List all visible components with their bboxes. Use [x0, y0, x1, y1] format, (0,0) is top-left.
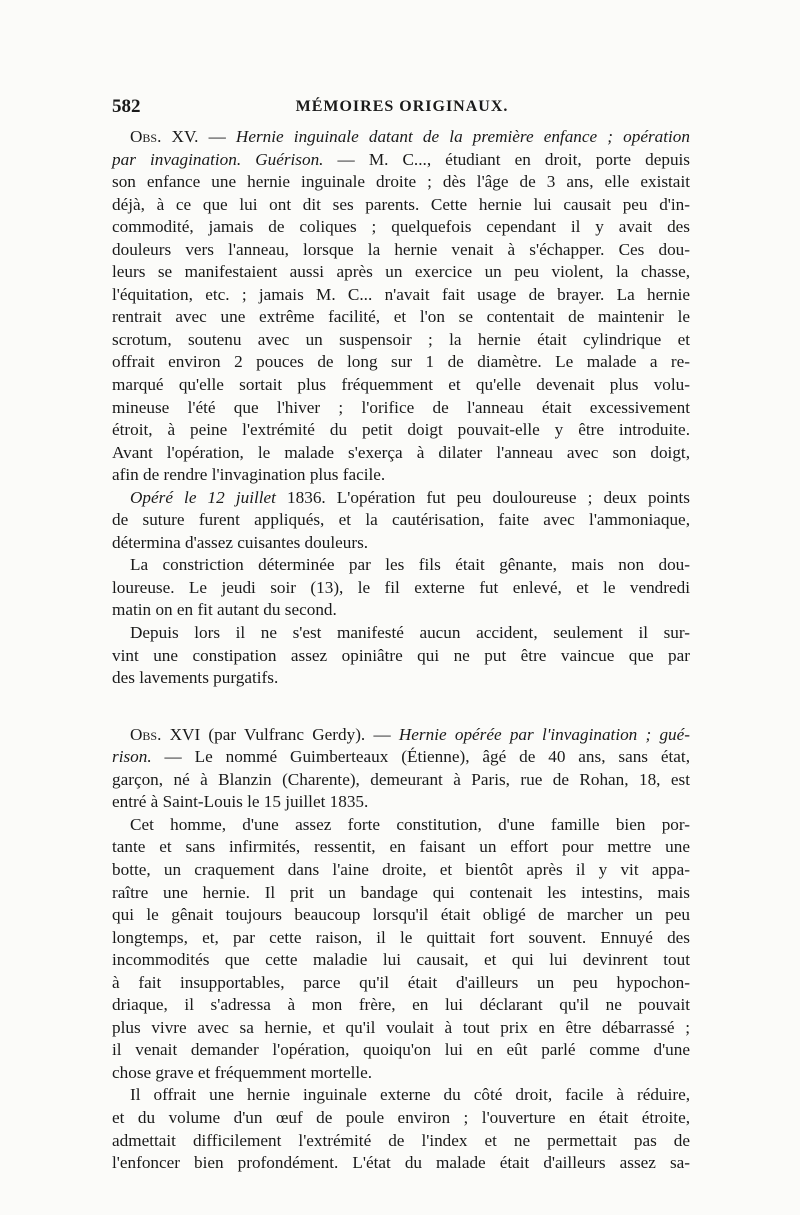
obs16-title: Hernie opérée par l'invagination ; gué-: [398, 724, 690, 744]
text-line: driaque, il s'adressa à mon frère, en lui déclarant qu'il ne pouvait: [112, 995, 690, 1015]
text-line: afin de rendre l'invagination plus facile.: [112, 465, 386, 485]
text-line: raître une hernie. Il prit un bandage qui contenait les intestins, mais: [112, 882, 690, 902]
text-line: qui le gênait toujours beaucoup lorsqu'il était obligé de marcher un peu: [112, 905, 690, 925]
text-line: leurs se manifestaient aussi après un exercice un peu violent, la chasse,: [112, 262, 690, 282]
text-line: douleurs vers l'anneau, lorsque la hernie venait à s'échapper. Ces dou-: [112, 239, 690, 259]
text-line: matin on en fit autant du second.: [112, 600, 337, 620]
text-line: plus vivre avec sa hernie, et qu'il voulait à tout prix en être débarrassé ;: [112, 1017, 690, 1037]
text-line: chose grave et fréquemment mortelle.: [112, 1062, 373, 1082]
obs16-title-cont: rison.: [112, 747, 152, 767]
operation-date: Opéré le 12 juillet: [130, 487, 276, 507]
text-line: Cet homme, d'une assez forte constitution, d'une famille bien por-: [130, 814, 690, 834]
obs15-line-2: [112, 149, 690, 172]
text-line: à fait insupportables, parce qu'il était d'ailleurs un peu hypochon-: [112, 972, 690, 992]
text-line: Avant l'opération, le malade s'exerça à dilater l'anneau avec son doigt,: [112, 442, 690, 462]
text-line: tante et sans infirmités, ressentit, en faisant un effort pour mettre une: [112, 837, 690, 857]
text-line: marqué qu'elle sortait plus fréquemment et qu'elle devenait plus volu-: [112, 375, 690, 395]
body-text: [112, 126, 690, 1175]
obs16-number: XVI (par Vulfranc Gerdy).: [161, 724, 366, 744]
obs16-line-2-text: — Le nommé Guimberteaux (Étienne), âgé de 40 ans, sans état,: [151, 747, 690, 767]
text-line: détermina d'assez cuisantes douleurs.: [112, 532, 369, 552]
text-line: loureuse. Le jeudi soir (13), le fil externe fut enlevé, et le vendredi: [112, 577, 690, 597]
obs15-number: XV.: [161, 127, 199, 146]
text-line: commodité, jamais de coliques ; quelquefois cependant il y avait des: [112, 217, 690, 237]
obs16-line-2: [112, 746, 690, 769]
text-line: déjà, à ce que lui ont dit ses parents. Cette hernie lui causait peu d'in-: [112, 194, 690, 214]
text-line: étroit, à peine l'extrémité du petit doigt pouvait-elle y être introduite.: [112, 420, 690, 440]
text-line: des lavements purgatifs.: [112, 668, 279, 688]
text-line: vint une constipation assez opiniâtre qui ne put être vaincue que par: [112, 645, 690, 665]
text-line: il venait demander l'opération, quoiqu'on lui en eût parlé comme d'une: [112, 1040, 690, 1060]
obs15-dash: —: [198, 127, 236, 146]
text-line: rentrait avec une extrême facilité, et l'on se contentait de maintenir le: [112, 307, 690, 327]
operation-text: 1836. L'opération fut peu douloureuse ; deux points: [275, 487, 690, 507]
obs16-heading-line: [112, 724, 690, 747]
text-line: mineuse l'été que l'hiver ; l'orifice de l'anneau était excessivement: [112, 397, 690, 417]
section-gap: [112, 690, 690, 724]
text-line: garçon, né à Blanzin (Charente), demeurant à Paris, rue de Rohan, 18, est: [112, 769, 690, 789]
page-number: 582: [112, 96, 141, 117]
text-line: scrotum, soutenu avec un suspensoir ; la hernie était cylindrique et: [112, 329, 690, 349]
obs16-label: Obs.: [130, 724, 162, 744]
text-line: botte, un craquement dans l'aine droite, et bientôt après il y vit appa-: [112, 859, 690, 879]
page-header: [112, 96, 692, 120]
text-line: de suture furent appliqués, et la cautérisation, faite avec l'ammoniaque,: [112, 510, 690, 530]
text-line: incommodités que cette maladie lui causait, et qui lui devinrent tout: [112, 950, 690, 970]
obs15-line-2-text: — M. C..., étudiant en droit, porte depuis: [323, 149, 690, 169]
obs16-dash: —: [365, 724, 399, 744]
text-line: longtemps, et, par cette raison, il le quittait fort souvent. Ennuyé des: [112, 927, 690, 947]
running-title: MÉMOIRES ORIGINAUX.: [295, 98, 509, 115]
obs15-label: Obs.: [130, 127, 162, 146]
obs15-heading-line: [112, 126, 690, 149]
text-line: offrait environ 2 pouces de long sur 1 de diamètre. Le malade a re-: [112, 352, 690, 372]
text-line: Depuis lors il ne s'est manifesté aucun accident, seulement il sur-: [130, 623, 690, 643]
obs15-title-cont: par invagination. Guérison.: [112, 149, 324, 169]
text-line: son enfance une hernie inguinale droite ; dès l'âge de 3 ans, elle existait: [112, 172, 690, 192]
text-line: l'équitation, etc. ; jamais M. C... n'avait fait usage de brayer. La hernie: [112, 284, 690, 304]
obs15-title: Hernie inguinale datant de la première enfance ; opération: [235, 127, 690, 146]
text-line: entré à Saint-Louis le 15 juillet 1835.: [112, 792, 369, 812]
obs15-operation-line: [112, 487, 690, 510]
text-line: et du volume d'un œuf de poule environ ; l'ouverture en était étroite,: [112, 1107, 690, 1127]
text-line: l'enfoncer bien profondément. L'état du malade était d'ailleurs assez sa-: [112, 1153, 690, 1173]
text-line: La constriction déterminée par les fils était gênante, mais non dou-: [130, 555, 690, 575]
text-line: admettait difficilement l'extrémité de l'index et ne permettait pas de: [112, 1130, 690, 1150]
text-line: Il offrait une hernie inguinale externe du côté droit, facile à réduire,: [130, 1085, 690, 1105]
